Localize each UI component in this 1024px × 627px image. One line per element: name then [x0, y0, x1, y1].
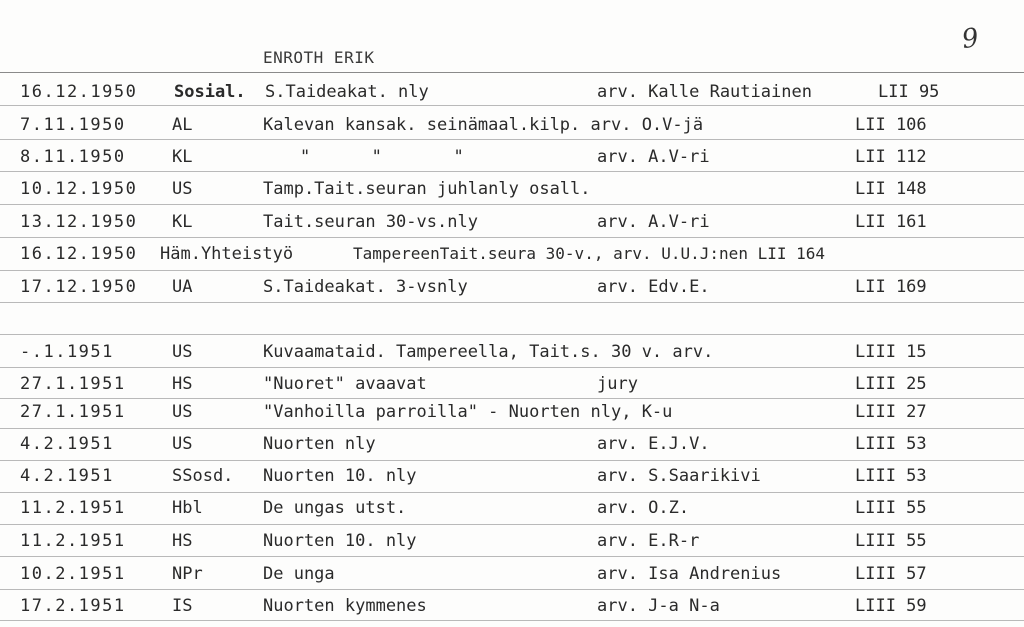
- entry-source: US: [172, 402, 193, 422]
- row-rule: [0, 204, 1024, 205]
- row-rule: [0, 270, 1024, 271]
- entry-ref: LIII 53: [855, 434, 927, 454]
- entry-note: arv. E.J.V.: [597, 434, 710, 454]
- card-title: ENROTH ERIK: [263, 48, 375, 67]
- entry-note: arv. Edv.E.: [597, 277, 710, 297]
- entry-ref: LIII 53: [855, 466, 927, 486]
- entry-ref: LIII 15: [855, 342, 927, 362]
- list-item: [0, 464, 1024, 488]
- entry-source: HS: [172, 531, 193, 551]
- list-item: [0, 242, 1024, 266]
- entry-source: Sosial.: [174, 82, 246, 102]
- entry-ref: LIII 59: [855, 596, 927, 616]
- entry-title: Nuorten 10. nly: [263, 531, 417, 551]
- entry-date: 7.11.1950: [20, 115, 126, 135]
- entry-title: " " ": [300, 147, 464, 167]
- entry-date: 4.2.1951: [20, 466, 114, 486]
- entry-title: TampereenTait.seura 30-v., arv. U.U.J:nen LII 164: [353, 244, 826, 263]
- row-rule: [0, 492, 1024, 493]
- entry-title: "Vanhoilla parroilla" - Nuorten nly, K-u: [263, 402, 673, 422]
- entry-ref: LII 112: [855, 147, 927, 167]
- entry-source: US: [172, 434, 193, 454]
- entry-date: 11.2.1951: [20, 531, 126, 551]
- entry-ref: LII 148: [855, 179, 927, 199]
- list-item: [0, 177, 1024, 201]
- entry-note: arv. Isa Andrenius: [597, 564, 782, 584]
- entry-source: Häm.Yhteistyö: [160, 244, 294, 264]
- list-item: [0, 594, 1024, 618]
- entry-ref: LII 169: [855, 277, 927, 297]
- entry-ref: LII 95: [878, 82, 940, 102]
- entry-date: 13.12.1950: [20, 212, 138, 232]
- entry-ref: LII 161: [855, 212, 927, 232]
- entry-title: S.Taideakat. 3-vsnly: [263, 277, 468, 297]
- entry-title: Kuvaamataid. Tampereella, Tait.s. 30 v. arv.: [263, 342, 714, 362]
- entry-date: 17.12.1950: [20, 277, 138, 297]
- entry-title: Nuorten nly: [263, 434, 376, 454]
- row-rule: [0, 589, 1024, 590]
- entry-date: 4.2.1951: [20, 434, 114, 454]
- list-item: [0, 529, 1024, 553]
- entry-date: 27.1.1951: [20, 402, 126, 422]
- list-item: [0, 372, 1024, 396]
- entry-note: arv. S.Saarikivi: [597, 466, 761, 486]
- row-rule: [0, 524, 1024, 525]
- list-item: [0, 210, 1024, 234]
- entry-ref: LIII 25: [855, 374, 927, 394]
- row-rule: [0, 237, 1024, 238]
- entry-date: 11.2.1951: [20, 498, 126, 518]
- list-item: [0, 340, 1024, 364]
- entry-ref: LIII 57: [855, 564, 927, 584]
- entry-ref: LIII 55: [855, 498, 927, 518]
- row-rule: [0, 556, 1024, 557]
- entry-source: Hbl: [172, 498, 203, 518]
- entry-note: arv. Kalle Rautiainen: [597, 82, 812, 102]
- list-item: [0, 496, 1024, 520]
- entry-title: Nuorten 10. nly: [263, 466, 417, 486]
- entry-title: Tamp.Tait.seuran juhlanly osall.: [263, 179, 591, 199]
- entry-ref: LIII 27: [855, 402, 927, 422]
- entry-title: Kalevan kansak. seinämaal.kilp. arv. O.V-jä: [263, 115, 704, 135]
- entry-title: Nuorten kymmenes: [263, 596, 427, 616]
- list-item: [0, 400, 1024, 424]
- entry-date: 8.11.1950: [20, 147, 126, 167]
- row-rule: [0, 334, 1024, 335]
- entry-title: De unga: [263, 564, 335, 584]
- entry-source: AL: [172, 115, 193, 135]
- entry-ref: LII 106: [855, 115, 927, 135]
- row-rule: [0, 367, 1024, 368]
- list-item: [0, 275, 1024, 299]
- list-item: [0, 113, 1024, 137]
- entry-ref: LIII 55: [855, 531, 927, 551]
- entry-date: 16.12.1950: [20, 244, 138, 264]
- entry-title: "Nuoret" avaavat: [263, 374, 427, 394]
- handwritten-page-number: 9: [959, 22, 981, 56]
- row-rule: [0, 398, 1024, 399]
- entry-source: NPr: [172, 564, 203, 584]
- entry-title: De ungas utst.: [263, 498, 407, 518]
- list-item: [0, 562, 1024, 586]
- entry-source: KL: [172, 212, 193, 232]
- entry-date: 10.2.1951: [20, 564, 126, 584]
- entry-date: 10.12.1950: [20, 179, 138, 199]
- row-rule: [0, 428, 1024, 429]
- entry-source: KL: [172, 147, 193, 167]
- entry-note: arv. J-a N-a: [597, 596, 720, 616]
- entry-date: -.1.1951: [20, 342, 114, 362]
- row-rule: [0, 139, 1024, 140]
- entry-title: Tait.seuran 30-vs.nly: [263, 212, 478, 232]
- row-rule: [0, 171, 1024, 172]
- row-rule: [0, 460, 1024, 461]
- entry-source: US: [172, 342, 193, 362]
- entry-note: arv. E.R-r: [597, 531, 700, 551]
- entry-source: US: [172, 179, 193, 199]
- entry-source: HS: [172, 374, 193, 394]
- entry-note: arv. A.V-ri: [597, 212, 710, 232]
- entry-source: UA: [172, 277, 193, 297]
- header-rule: [0, 72, 1024, 73]
- entry-note: arv. O.Z.: [597, 498, 690, 518]
- row-rule: [0, 302, 1024, 303]
- entry-note: jury: [597, 374, 638, 394]
- list-item: [0, 145, 1024, 169]
- list-item: [0, 432, 1024, 456]
- list-item: [0, 80, 1024, 104]
- entry-source: IS: [172, 596, 193, 616]
- entry-note: arv. A.V-ri: [597, 147, 710, 167]
- entry-date: 16.12.1950: [20, 82, 138, 102]
- entry-date: 27.1.1951: [20, 374, 126, 394]
- row-rule: [0, 105, 1024, 106]
- row-rule: [0, 620, 1024, 621]
- entry-title: S.Taideakat. nly: [265, 82, 429, 102]
- entry-source: SSosd.: [172, 466, 234, 486]
- entry-date: 17.2.1951: [20, 596, 126, 616]
